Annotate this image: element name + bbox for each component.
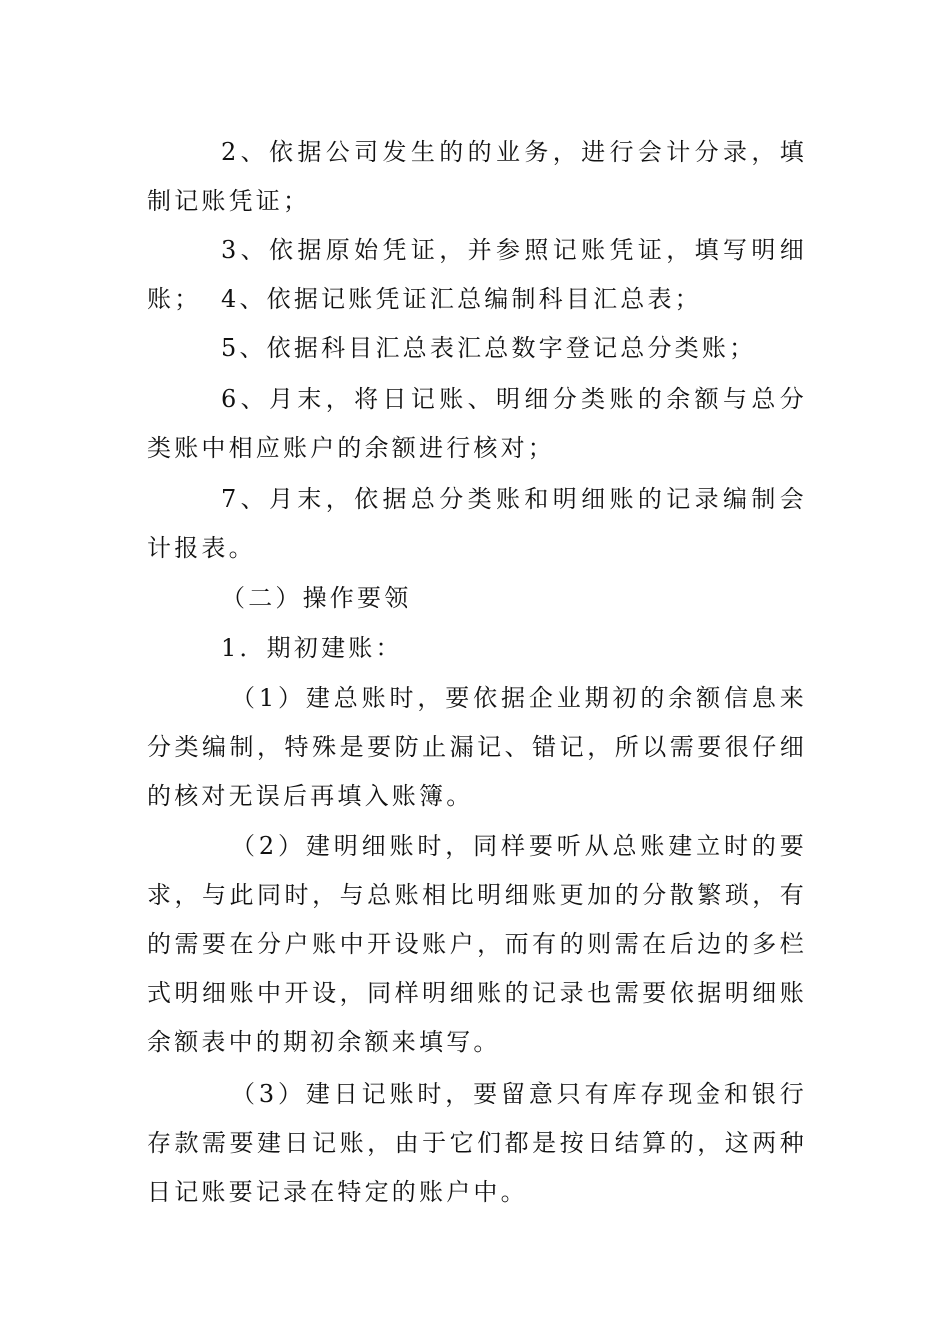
section-heading-operation-points: （二）操作要领 [221, 584, 412, 612]
paragraph-step-3: 3、依据原始凭证，并参照记账凭证，填写明细账； [147, 236, 807, 313]
paragraph-detail-ledger: （2）建明细账时，同样要听从总账建立时的要求，与此同时，与总账相比明细账更加的分散繁琐，有的需要在分户账中开设账户，而有的则需在后边的多栏式明细账中开设，同样明细账的记录也需要依据明细账余额表中的期初余额来填写。 [147, 832, 807, 1056]
subheading-initial-setup: 1．期初建账： [221, 634, 403, 662]
paragraph-step-2: 2、依据公司发生的的业务，进行会计分录，填制记账凭证； [147, 138, 807, 215]
paragraph-step-5: 5、依据科目汇总表汇总数字登记总分类账； [221, 334, 757, 362]
paragraph-general-ledger: （1）建总账时，要依据企业期初的余额信息来分类编制，特殊是要防止漏记、错记，所以需要很仔细的核对无误后再填入账簿。 [147, 684, 807, 810]
paragraph-step-6: 6、月末，将日记账、明细分类账的余额与总分类账中相应账户的余额进行核对； [147, 385, 807, 462]
paragraph-journal: （3）建日记账时，要留意只有库存现金和银行存款需要建日记账，由于它们都是按日结算的，这两种日记账要记录在特定的账户中。 [147, 1080, 807, 1206]
paragraph-step-4: 4、依据记账凭证汇总编制科目汇总表； [221, 285, 702, 313]
paragraph-step-7: 7、月末，依据总分类账和明细账的记录编制会计报表。 [147, 485, 807, 562]
